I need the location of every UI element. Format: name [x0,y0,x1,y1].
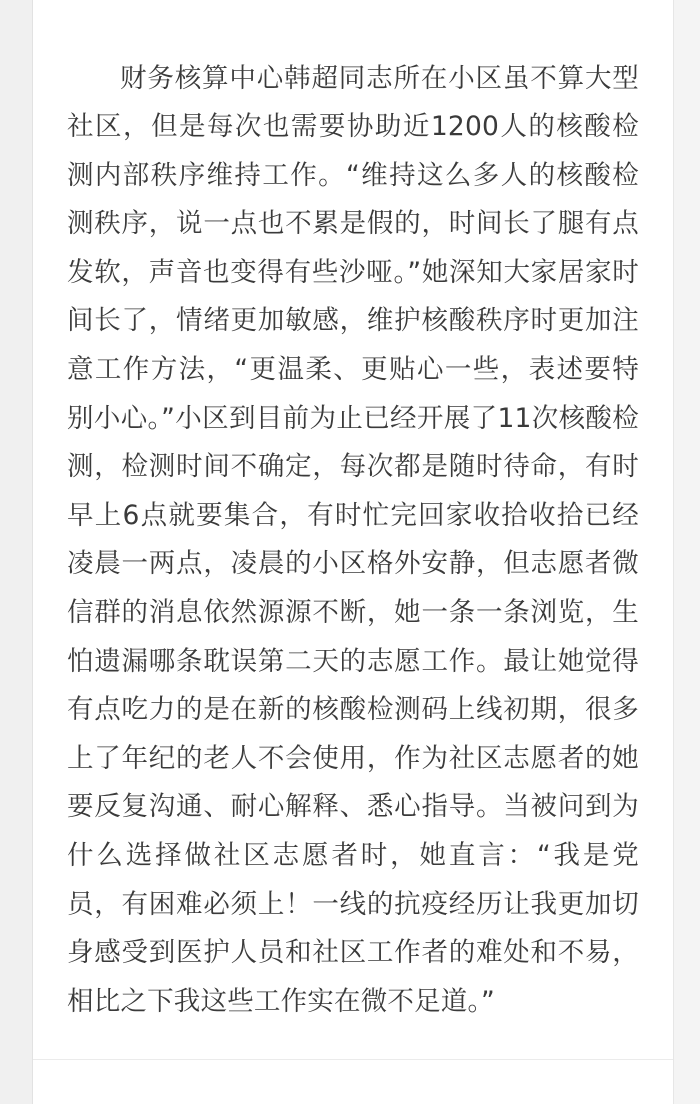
page-right-edge [673,0,700,1104]
article-paragraph: 财务核算中心韩超同志所在小区虽不算大型社区，但是每次也需要协助近1200人的核酸检测内部秩序维持工作。“维持这么多人的核酸检测秩序，说一点也不累是假的，时间长了腿有点发软，声音也变得有些沙哑。”她深知大家居家时间长了，情绪更加敏感，维护核酸秩序时更加注意工作方法，“更温柔、更贴心一些，表述要特别小心。”小区到目前为止已经开展了11次核酸检测，检测时间不确定，每次都是随时待命，有时早上6点就要集合，有时忙完回家收拾收拾已经凌晨一两点，凌晨的小区格外安静，但志愿者微信群的消息依然源源不断，她一条一条浏览，生怕遗漏哪条耽误第二天的志愿工作。最让她觉得有点吃力的是在新的核酸检测码上线初期，很多上了年纪的老人不会使用，作为社区志愿者的她要反复沟通、耐心解释、悉心指导。当被问到为什么选择做社区志愿者时，她直言：“我是党员，有困难必须上！一线的抗疫经历让我更加切身感受到医护人员和社区工作者的难处和不易，相比之下我这些工作实在微不足道。” [67,62,639,1017]
page-left-edge [0,0,33,1104]
footer-divider [33,1059,673,1060]
article-container [33,0,673,1104]
